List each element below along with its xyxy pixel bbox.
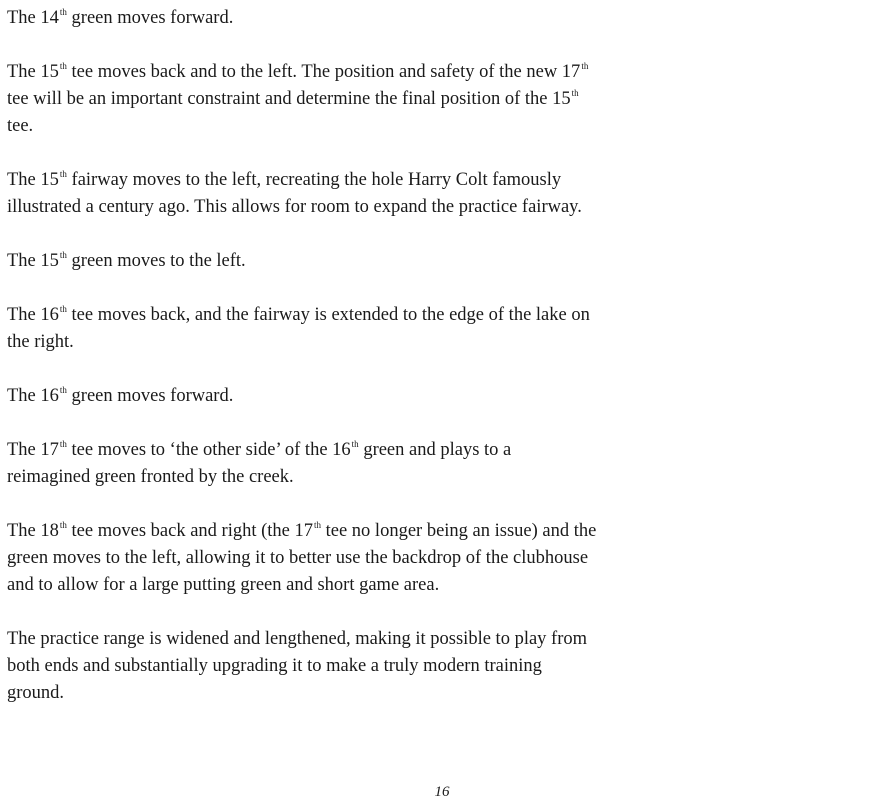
ordinal-suffix: th [59,7,67,17]
paragraph [7,5,647,32]
ordinal-suffix: th [581,61,589,71]
ordinal-suffix: th [59,61,67,71]
text-line [7,248,647,275]
ordinal-suffix: th [59,304,67,314]
ordinal-suffix: th [59,439,67,449]
text-run: fairway moves to the left, recreating the hole Harry Colt famously [66,170,562,190]
ordinal-suffix: th [59,169,67,179]
text-run: The 16 [7,305,59,325]
ordinal-suffix: th [351,439,359,449]
text-line [7,302,647,329]
text-run: The 17 [7,440,59,460]
text-run: tee moves back and right (the 17 [66,521,313,541]
text-run: green moves to the left, allowing it to better use the backdrop of the clubhouse [7,548,589,568]
ordinal-suffix: th [571,88,579,98]
text-line [7,626,647,653]
paragraph [7,518,647,599]
ordinal-suffix: th [59,385,67,395]
paragraph [7,437,647,491]
text-run: The practice range is widened and lengthened, making it possible to play from [7,629,588,649]
text-run: tee moves to ‘the other side’ of the 16 [66,440,351,460]
text-run: green moves to the left. [66,251,246,271]
ordinal-suffix: th [313,520,321,530]
text-line [7,59,647,86]
ordinal-suffix: th [59,250,67,260]
document-body [7,5,647,734]
text-run: tee no longer being an issue) and the [321,521,597,541]
text-run: tee moves back, and the fairway is extended to the edge of the lake on [66,305,590,325]
text-run: illustrated a century ago. This allows for room to expand the practice fairway. [7,197,582,217]
text-run: The 16 [7,386,59,406]
text-line [7,653,647,680]
text-line [7,680,647,707]
text-line [7,572,647,599]
paragraph [7,383,647,410]
text-line [7,194,647,221]
text-run: reimagined green fronted by the creek. [7,467,294,487]
text-line [7,329,647,356]
paragraph [7,626,647,707]
text-run: tee. [7,116,34,136]
text-line [7,5,647,32]
text-run: The 15 [7,170,59,190]
text-line [7,86,647,113]
text-run: ground. [7,683,65,703]
text-run: green moves forward. [66,8,234,28]
text-run: tee moves back and to the left. The position and safety of the new 17 [66,62,581,82]
text-run: and to allow for a large putting green and short game area. [7,575,440,595]
text-run: both ends and substantially upgrading it to make a truly modern training [7,656,542,676]
text-run: The 14 [7,8,59,28]
paragraph [7,167,647,221]
text-run: green and plays to a [358,440,512,460]
page-number: 16 [434,784,450,800]
text-line [7,437,647,464]
paragraph [7,302,647,356]
text-line [7,383,647,410]
text-line [7,167,647,194]
paragraph [7,59,647,140]
ordinal-suffix: th [59,520,67,530]
text-line [7,545,647,572]
text-run: green moves forward. [66,386,234,406]
text-line [7,113,647,140]
text-run: The 15 [7,251,59,271]
text-run: The 18 [7,521,59,541]
text-line [7,518,647,545]
paragraph [7,248,647,275]
text-run: the right. [7,332,74,352]
text-line [7,464,647,491]
text-run: tee will be an important constraint and determine the final position of the 15 [7,89,571,109]
text-run: The 15 [7,62,59,82]
